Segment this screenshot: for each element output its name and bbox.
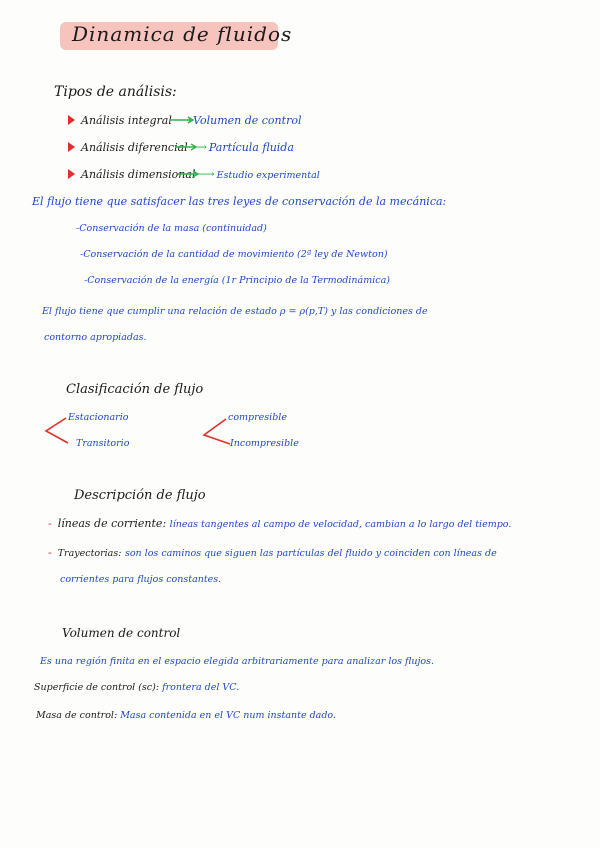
trayectorias-label: Trayectorias:	[57, 548, 122, 559]
clasif-estacionario: Estacionario	[68, 412, 129, 423]
arrow-right-icon: ⟶	[189, 140, 207, 154]
ley-energia: -Conservación de la energía (1r Principio de la Termodinámica)	[84, 275, 390, 286]
ley-movimiento: -Conservación de la cantidad de movimiento (2ª ley de Newton)	[80, 249, 388, 260]
analisis-result: Estudio experimental	[216, 170, 320, 181]
trayectorias-text-line2: corrientes para flujos constantes.	[60, 574, 222, 585]
mc-label: Masa de control:	[36, 710, 118, 721]
analisis-result: Volumen de control	[193, 114, 302, 127]
descripcion-heading: Descripción de flujo	[74, 488, 206, 503]
dash-bullet-icon: -	[48, 517, 52, 530]
page-title: Dinamica de fluidos	[72, 22, 293, 46]
relacion-estado-line2: contorno apropiadas.	[44, 332, 147, 343]
analisis-label: Análisis integral	[81, 114, 172, 127]
descripcion-trayectorias	[48, 546, 497, 559]
descripcion-lineas	[48, 517, 511, 530]
analisis-heading: Tipos de análisis:	[54, 84, 177, 100]
clasif-incompresible: Incompresible	[230, 438, 299, 449]
analisis-label: Análisis dimensional	[81, 168, 196, 181]
dash-bullet-icon: -	[48, 546, 52, 559]
clasif-transitorio: Transitorio	[76, 438, 130, 449]
clasificacion-heading: Clasificación de flujo	[66, 382, 204, 397]
sc-text: frontera del VC.	[162, 682, 240, 693]
superficie-control	[34, 682, 239, 693]
ley-masa: -Conservación de la masa (continuidad)	[76, 223, 267, 234]
lineas-label: líneas de corriente:	[57, 517, 167, 530]
analisis-result: Partícula fluida	[208, 141, 294, 154]
relacion-estado-line1: El flujo tiene que cumplir una relación de estado ρ = ρ(p,T) y las condiciones de	[42, 306, 428, 317]
volumen-heading: Volumen de control	[62, 626, 181, 640]
sc-label: Superficie de control (sc):	[34, 682, 160, 693]
lineas-text: líneas tangentes al campo de velocidad, cambian a lo largo del tiempo.	[169, 519, 512, 530]
masa-control	[36, 710, 336, 721]
mc-text: Masa contenida en el VC num instante dado.	[120, 710, 337, 721]
analisis-label: Análisis diferencial	[81, 141, 188, 154]
volumen-definicion: Es una región finita en el espacio elegida arbitrariamente para analizar los flujos.	[40, 656, 435, 667]
arrow-right-icon: ⟶	[197, 167, 215, 181]
leyes-intro: El flujo tiene que satisfacer las tres leyes de conservación de la mecánica:	[32, 195, 447, 208]
trayectorias-text: son los caminos que siguen las partículas del fluido y coinciden con líneas de	[124, 548, 497, 559]
arrow-right-icon: ⟶	[173, 113, 192, 127]
clasif-compresible: compresible	[228, 412, 287, 423]
